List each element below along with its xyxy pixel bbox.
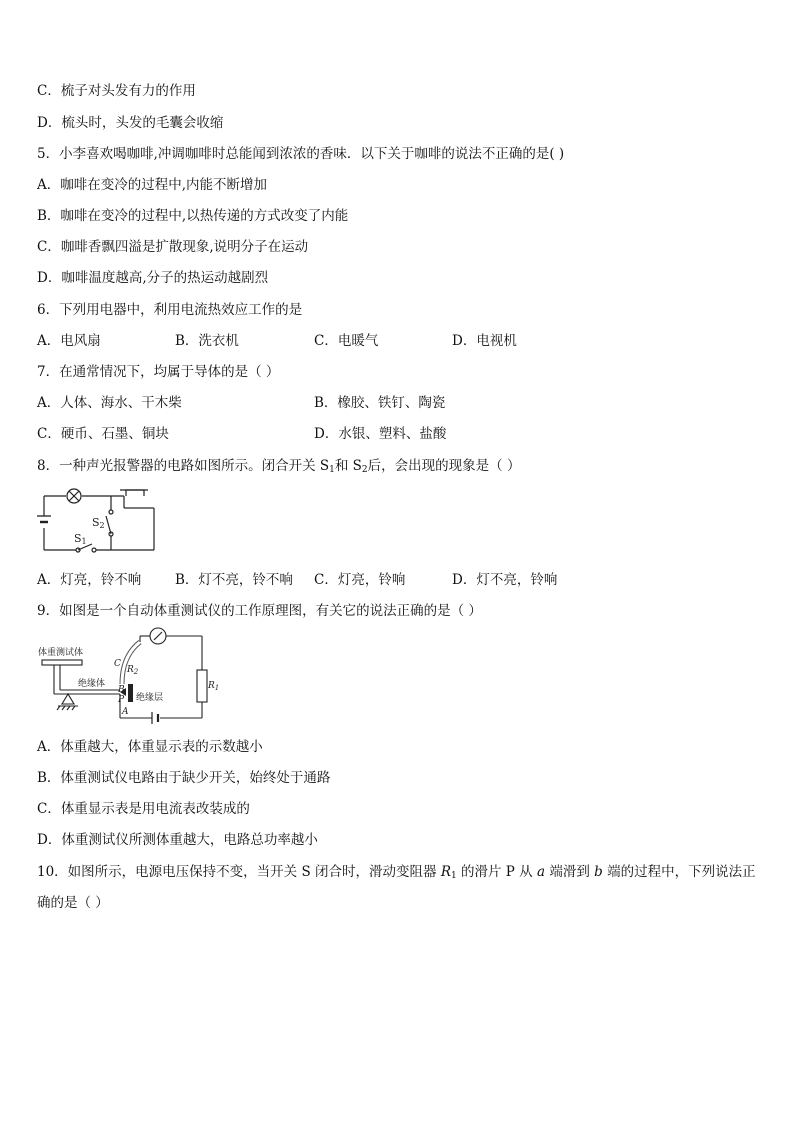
svg-text:体重测试体: 体重测试体 [38,648,84,658]
svg-text:R1: $R_1$ [208,681,220,692]
svg-text:B: B [118,685,125,695]
q8-circuit-figure [36,486,166,558]
q5-option-b: B．咖啡在变冷的过程中,以热传递的方式改变了内能 [37,208,349,224]
q5-option-c: C．咖啡香飘四溢是扩散现象,说明分子在运动 [37,239,309,255]
svg-text:绝缘层: 绝缘层 [136,693,164,703]
q6-option-b: B．洗衣机 [175,333,239,349]
svg-text:P: P [118,695,125,705]
q8-option-d: D．灯不亮，铃响 [452,572,558,588]
q5-option-d: D．咖啡温度越高,分子的热运动越剧烈 [37,270,269,286]
q5-stem: 5．小李喜欢喝咖啡,冲调咖啡时总能闻到浓浓的香味．以下关于咖啡的说法不正确的是( ) [37,146,565,162]
svg-text:C: C [114,659,121,669]
q8-stem: 8．一种声光报警器的电路如图所示。闭合开关 $S_1$和 $S_2$后，会出现的现象是（ ） [37,458,521,475]
battery-icon [152,712,158,724]
battery-icon [37,516,51,522]
q9-option-b: B．体重测试仪电路由于缺少开关，始终处于通路 [37,770,331,786]
bell-icon [120,490,148,508]
q8-option-c: C．灯亮，铃响 [314,572,406,588]
meter-icon [150,628,166,644]
q4-option-d: D．梳头时，头发的毛囊会收缩 [37,115,224,131]
q4-option-c: C．梳子对头发有力的作用 [37,83,196,99]
q9-scale-figure [36,628,220,724]
q9-stem: 9．如图是一个自动体重测试仪的工作原理图，有关它的说法正确的是（ ） [37,603,482,619]
svg-text:绝缘体: 绝缘体 [78,679,106,689]
q7-option-a: A．人体、海水、干木柴 [37,395,182,411]
svg-text:S2: S2 [92,516,105,530]
svg-text:A: A [122,707,129,717]
q8-option-a: A．灯亮，铃不响 [37,572,142,588]
lamp-icon [67,489,81,503]
q9-option-d: D．体重测试仪所测体重越大，电路总功率越小 [37,832,318,848]
q6-option-c: C．电暖气 [314,333,379,349]
insulation-layer [128,684,133,702]
q7-option-c: C．硬币、石墨、铜块 [37,426,169,442]
svg-text:R2: $R_2$ [127,665,139,676]
q5-option-a: A．咖啡在变冷的过程中,内能不断增加 [37,177,268,193]
q7-option-d: D．水银、塑料、盐酸 [314,426,447,442]
q6-option-d: D．电视机 [452,333,517,349]
switch-s2-icon [106,510,113,536]
q10-stem-continued: 确的是（ ） [37,895,109,911]
q9-option-a: A．体重越大，体重显示表的示数越小 [37,739,263,755]
q10-stem: 10．如图所示，电源电压保持不变，当开关 S 闭合时，滑动变阻器 $R_1$ 的滑片 P 从 a 端滑到 b 端的过程中，下列说法正 [37,864,756,881]
q7-stem: 7．在通常情况下，均属于导体的是（ ） [37,364,280,380]
q6-stem: 6．下列用电器中，利用电流热效应工作的是 [37,302,303,318]
q8-option-b: B．灯不亮，铃不响 [175,572,293,588]
q7-option-b: B．橡胶、铁钉、陶瓷 [314,395,446,411]
q6-option-a: A．电风扇 [37,333,101,349]
svg-text:S1: S1 [74,532,87,546]
q9-option-c: C．体重显示表是用电流表改装成的 [37,801,250,817]
